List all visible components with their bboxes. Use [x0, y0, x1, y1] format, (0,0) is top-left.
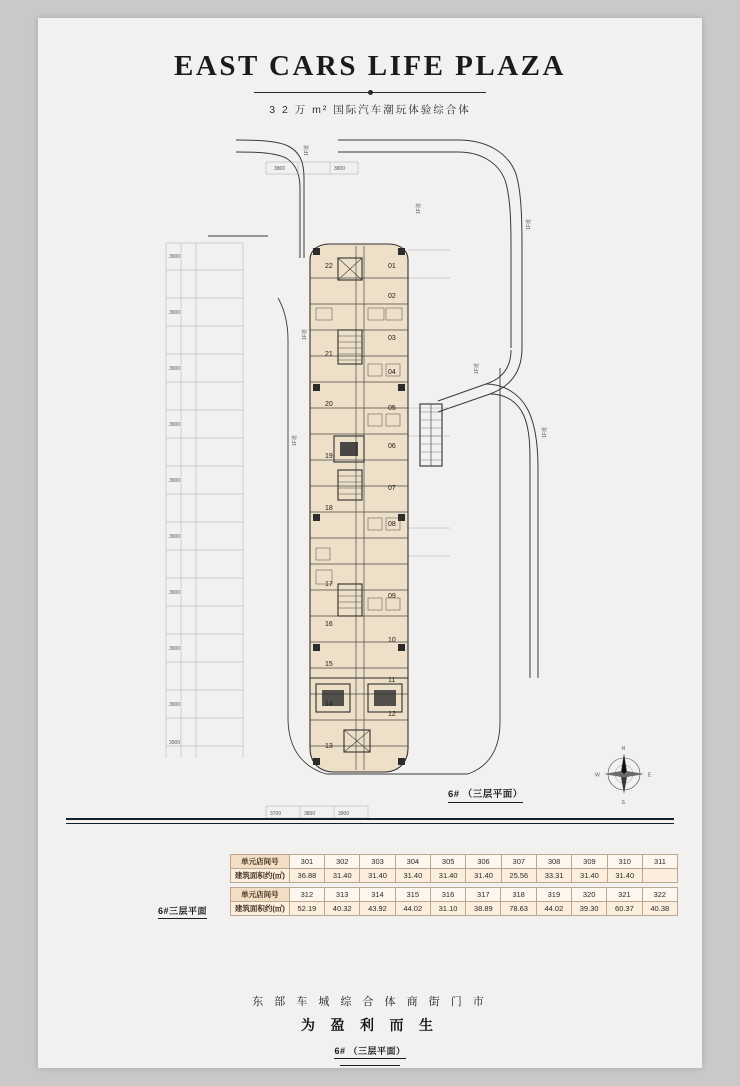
svg-text:3900: 3900 [338, 811, 350, 817]
unit-cell: 318 [501, 888, 536, 902]
title-divider [254, 92, 486, 93]
unit-cell: 317 [466, 888, 501, 902]
unit-cell: 301 [289, 855, 324, 869]
unit-cell: 315 [395, 888, 430, 902]
unit-area-table-block-1 [230, 854, 678, 883]
svg-text:3800: 3800 [274, 166, 286, 172]
row-header-unit: 单元店间号 [231, 888, 290, 902]
area-cell: 31.40 [395, 869, 430, 883]
svg-text:3900: 3900 [169, 310, 181, 316]
svg-text:3900: 3900 [169, 534, 181, 540]
floor-plan-drawing [38, 118, 702, 838]
area-cell: 38.89 [466, 902, 501, 916]
table-row [231, 869, 678, 883]
area-cell: 40.32 [325, 902, 360, 916]
svg-text:20: 20 [325, 401, 333, 408]
svg-text:04: 04 [388, 369, 396, 376]
unit-cell: 304 [395, 855, 430, 869]
svg-text:1F道: 1F道 [474, 363, 480, 374]
svg-text:05: 05 [388, 405, 396, 412]
page-title: EAST CARS LIFE PLAZA [174, 50, 566, 82]
area-cell: 43.92 [360, 902, 395, 916]
unit-cell: 316 [430, 888, 465, 902]
poster-header [38, 50, 702, 117]
area-cell: 60.37 [607, 902, 642, 916]
area-cell: 31.10 [430, 902, 465, 916]
svg-text:09: 09 [388, 593, 396, 600]
area-cell: 25.56 [501, 869, 536, 883]
svg-text:06: 06 [388, 443, 396, 450]
section-divider [66, 818, 674, 824]
area-cell: 31.40 [466, 869, 501, 883]
area-cell: 31.40 [360, 869, 395, 883]
svg-text:10: 10 [388, 637, 396, 644]
svg-text:22: 22 [325, 263, 333, 270]
svg-text:W: W [595, 772, 600, 779]
area-cell: 31.40 [572, 869, 607, 883]
svg-text:14: 14 [325, 701, 333, 708]
unit-cell: 302 [325, 855, 360, 869]
unit-cell: 322 [642, 888, 677, 902]
footer-line-1: 东 部 车 城 综 合 体 商 街 门 市 [252, 996, 488, 1008]
unit-cell: 320 [572, 888, 607, 902]
unit-cell: 311 [642, 855, 677, 869]
svg-text:21: 21 [325, 351, 333, 358]
svg-text:1F道: 1F道 [292, 435, 298, 446]
svg-text:15: 15 [325, 661, 333, 668]
unit-cell: 319 [536, 888, 571, 902]
svg-text:3900: 3900 [169, 646, 181, 652]
unit-cell: 309 [572, 855, 607, 869]
unit-cell: 310 [607, 855, 642, 869]
svg-text:03: 03 [388, 335, 396, 342]
svg-text:3900: 3900 [169, 478, 181, 484]
svg-text:S: S [621, 800, 625, 806]
svg-text:19: 19 [325, 453, 333, 460]
svg-text:11: 11 [388, 677, 396, 684]
svg-text:3800: 3800 [334, 166, 346, 172]
area-cell: 36.88 [289, 869, 324, 883]
row-header-area: 建筑面积约(㎡) [231, 902, 290, 916]
unit-area-table-block-2 [230, 887, 678, 916]
svg-text:3900: 3900 [169, 254, 181, 260]
footer-plan-label: 6# （三层平面） [334, 1046, 405, 1059]
row-header-unit: 单元店间号 [231, 855, 290, 869]
area-cell: 31.40 [431, 869, 466, 883]
area-cell [642, 869, 677, 883]
area-cell: 39.30 [572, 902, 607, 916]
footer-divider [340, 1065, 400, 1066]
area-cell: 52.19 [289, 902, 324, 916]
svg-text:3900: 3900 [169, 702, 181, 708]
svg-text:1F道: 1F道 [302, 329, 308, 340]
table-row [231, 855, 678, 869]
row-header-area: 建筑面积约(㎡) [231, 869, 290, 883]
area-cell: 33.31 [536, 869, 571, 883]
svg-text:3700: 3700 [270, 811, 282, 817]
svg-text:3900: 3900 [169, 422, 181, 428]
plan-caption [448, 786, 523, 800]
svg-text:3900: 3900 [169, 740, 181, 746]
poster-footer [38, 993, 702, 1066]
svg-text:1F道: 1F道 [304, 145, 310, 156]
unit-cell: 312 [289, 888, 324, 902]
footer-line-2: 为 盈 利 而 生 [301, 1019, 439, 1034]
svg-text:1F道: 1F道 [416, 203, 422, 214]
unit-cell: 305 [431, 855, 466, 869]
area-cell: 44.02 [536, 902, 571, 916]
area-cell: 44.02 [395, 902, 430, 916]
dimension-strip-bottom [266, 806, 368, 818]
svg-text:E: E [648, 772, 652, 779]
svg-text:3800: 3800 [304, 811, 316, 817]
svg-text:08: 08 [388, 521, 396, 528]
unit-cell: 307 [501, 855, 536, 869]
svg-text:18: 18 [325, 505, 333, 512]
dimension-strip-top [266, 162, 358, 174]
unit-cell: 306 [466, 855, 501, 869]
unit-cell: 314 [360, 888, 395, 902]
svg-text:07: 07 [388, 485, 396, 492]
unit-cell: 308 [536, 855, 571, 869]
svg-text:12: 12 [388, 711, 396, 718]
page-subtitle: 3 2 万 m² 国际汽车潮玩体验综合体 [269, 104, 471, 116]
svg-text:01: 01 [388, 263, 396, 270]
table-row [231, 902, 678, 916]
svg-text:02: 02 [388, 293, 396, 300]
table-row [231, 888, 678, 902]
unit-cell: 321 [607, 888, 642, 902]
svg-text:3900: 3900 [169, 366, 181, 372]
svg-text:N: N [621, 746, 626, 752]
svg-text:17: 17 [325, 581, 333, 588]
svg-text:13: 13 [325, 743, 333, 750]
unit-cell: 313 [325, 888, 360, 902]
footer-line-3 [38, 1044, 702, 1057]
compass-rose [595, 746, 652, 806]
poster-page [38, 18, 702, 1068]
area-cell: 40.38 [642, 902, 677, 916]
area-cell: 31.40 [607, 869, 642, 883]
dimension-grid-left [166, 243, 243, 758]
svg-text:3900: 3900 [169, 590, 181, 596]
area-cell: 31.40 [325, 869, 360, 883]
unit-cell: 303 [360, 855, 395, 869]
plan-caption-text: 6# （三层平面） [448, 789, 523, 803]
area-cell: 78.63 [501, 902, 536, 916]
dimension-grid-right [408, 250, 450, 556]
svg-text:1F道: 1F道 [526, 219, 532, 230]
table-side-label: 6#三层平面 [158, 904, 207, 919]
svg-text:1F道: 1F道 [542, 427, 548, 438]
svg-text:16: 16 [325, 621, 333, 628]
